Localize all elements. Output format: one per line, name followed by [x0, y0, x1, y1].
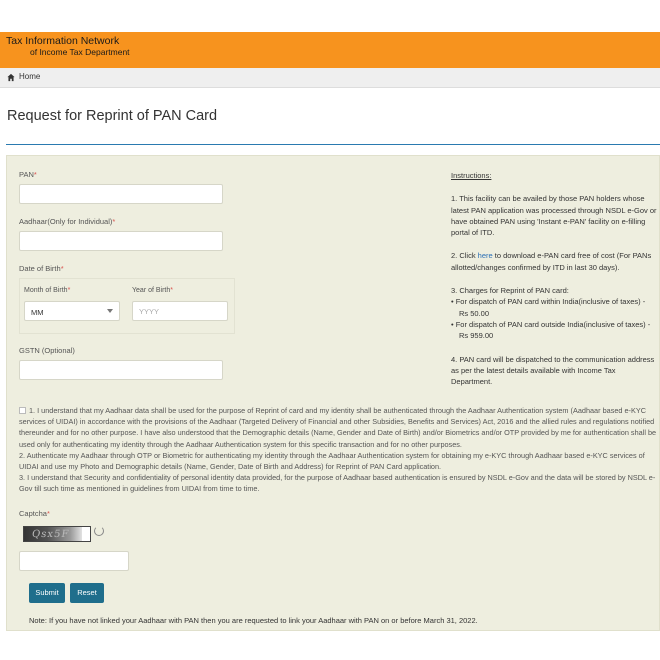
- pan-label-text: PAN: [19, 170, 34, 179]
- breadcrumb: [0, 68, 660, 88]
- instruction-2-pre: 2. Click: [451, 251, 478, 261]
- instruction-2: [451, 250, 657, 273]
- pan-label: [19, 170, 37, 179]
- instruction-3: [451, 285, 657, 341]
- year-label: [132, 287, 173, 294]
- charge-outside-amount: Rs 959.00: [459, 331, 494, 341]
- gstn-label: GSTN (Optional): [19, 346, 75, 355]
- required-mark: *: [33, 170, 37, 179]
- home-icon[interactable]: [7, 73, 15, 82]
- consent-line-1: [19, 405, 659, 450]
- aadhaar-label-text: Aadhaar(Only for Individual): [19, 217, 113, 226]
- site-header: [0, 32, 660, 68]
- captcha-input[interactable]: [19, 551, 129, 571]
- instruction-1: 1. This facility can be availed by those PAN holders whose latest PAN application was processed through NSDL e-Gov or have obtained PAN using 'Instant e-PAN' facility on e-filling portal of ITD.: [451, 194, 657, 238]
- dob-label-text: Date of Birth: [19, 264, 61, 273]
- year-label-text: Year of Birth: [132, 287, 171, 294]
- captcha-label: [19, 509, 50, 518]
- title-divider: [6, 144, 660, 145]
- gstn-input[interactable]: [19, 360, 223, 380]
- consent-line-2: 2. Authenticate my Aadhaar through OTP or Biometric for authenticating my identity through the Aadhaar Authentication system for obtaining my e-KYC through Aadhaar based e-KYC services of UIDAI and use my Photo and Demographic details (Name, Gender, Date of Birth and Address) for Reprint of PAN Card application.: [19, 450, 645, 472]
- year-input[interactable]: [132, 301, 228, 321]
- chevron-down-icon: [107, 309, 113, 313]
- download-epan-link[interactable]: here: [477, 251, 493, 261]
- consent-line-1-text: 1. I understand that my Aadhaar data shall be used for the purpose of Reprint of card and my identity shall be authenticated through the Aadhaar Authentication system (Aadhaar based e-KYC services of UIDAI) in accordance with the provisions of the Aadhaar (Targeted Delivery of Financial and other Subsidies, Benefits and Services) Act, 2016 and the allied rules and regulations notified thereunder and for no other purpose. I have also understood that the Demographic details (Name, Gender and Date of Birth) and/or Biometrics and/or OTP provided by me for authentication shall be used only for authenticating my identity through the Aadhaar Authentication system for this specific transaction and for no other purposes.: [19, 406, 657, 449]
- captcha-text: Qsx5F: [31, 529, 71, 540]
- instruction-4: 4. PAN card will be dispatched to the communication address as per the latest details available with Income Tax Department.: [451, 354, 655, 387]
- aadhaar-link-note: Note: If you have not linked your Aadhaar with PAN then you are requested to link your Aadhaar with PAN on or before March 31, 2022.: [29, 616, 478, 625]
- required-mark: *: [60, 264, 64, 273]
- aadhaar-label: [19, 217, 115, 226]
- reset-button[interactable]: Reset: [70, 583, 104, 603]
- charge-india-amount: Rs 50.00: [459, 308, 490, 318]
- captcha-label-text: Captcha: [19, 509, 47, 518]
- required-mark: *: [112, 217, 116, 226]
- instruction-2-post: to download e-PAN card free of cost (For PANs allotted/changes confirmed by ITD in last 30 days).: [451, 251, 652, 272]
- captcha-image: [23, 526, 91, 542]
- instructions-heading: Instructions:: [451, 171, 492, 180]
- charge-outside: • For dispatch of PAN card outside India(inclusive of taxes) -: [451, 319, 651, 329]
- charge-india: • For dispatch of PAN card within India(inclusive of taxes) -: [451, 297, 646, 307]
- month-label: [24, 287, 70, 294]
- instructions: [451, 170, 657, 399]
- page-title: Request for Reprint of PAN Card: [7, 108, 218, 124]
- pan-input[interactable]: [19, 184, 223, 204]
- breadcrumb-home-link[interactable]: Home: [19, 72, 41, 81]
- form-panel: [6, 155, 660, 631]
- consent-text: [19, 405, 659, 495]
- required-mark: *: [67, 287, 71, 294]
- consent-line-3: 3. I understand that Security and confidentiality of personal identity data provided, for the purpose of Aadhaar based authentication is ensured by NSDL e-Gov and the data will be stored by NSDL e-Gov till such time as mentioned in guidelines from UIDAI from time to time.: [19, 473, 656, 494]
- month-select-value: MM: [31, 308, 44, 317]
- submit-button[interactable]: Submit: [29, 583, 65, 603]
- brand-title: Tax Information Network: [6, 35, 120, 47]
- instruction-3-heading: 3. Charges for Reprint of PAN card:: [451, 286, 569, 296]
- month-select[interactable]: [24, 301, 120, 321]
- dob-group: [19, 278, 235, 334]
- refresh-icon[interactable]: [94, 526, 104, 536]
- brand-logo[interactable]: [6, 36, 130, 56]
- brand-subtitle: of Income Tax Department: [30, 46, 130, 57]
- required-mark: *: [170, 287, 173, 294]
- month-label-text: Month of Birth: [24, 287, 68, 294]
- required-mark: *: [46, 509, 50, 518]
- consent-checkbox[interactable]: [19, 407, 26, 414]
- aadhaar-input[interactable]: [19, 231, 223, 251]
- dob-label: [19, 264, 64, 273]
